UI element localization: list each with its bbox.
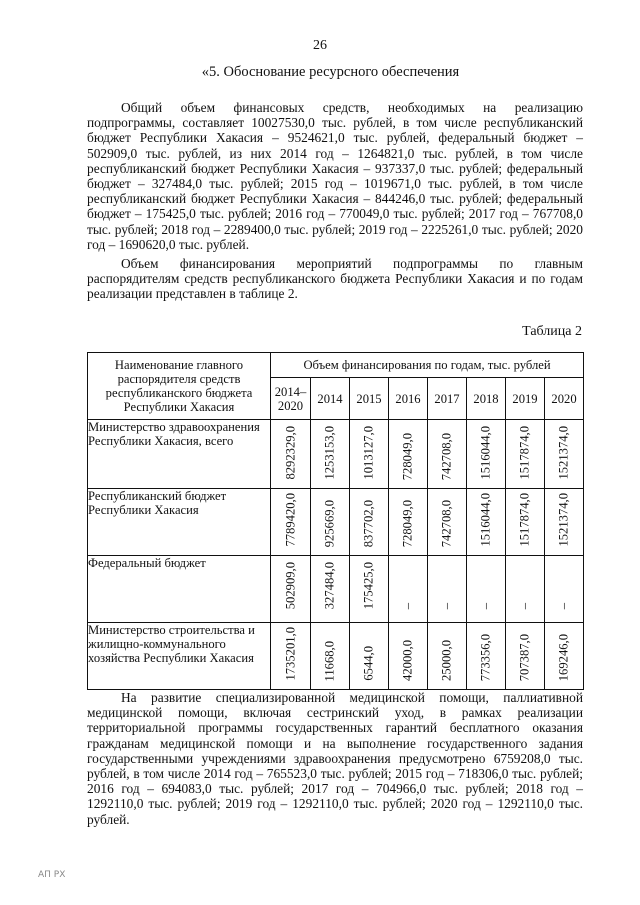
paragraph-total-funding: Общий объем финансовых средств, необходимых на реализацию подпрограммы, составляет 10027530,0 тыс. рублей, в том числе республиканский бюджет Республики Хакасия – 9524621,0 тыс. рублей, федеральный бюджет – 502909,0 тыс. рублей, из них 2014 год – 1264821,0 тыс. рублей, в том числе республиканский бюджет Республики Хакасия – 937337,0 тыс. рублей; федеральный бюджет – 327484,0 тыс. рублей; 2015 год – 1019671,0 тыс. рублей, в том числе республиканский бюджет Республики Хакасия – 844246,0 тыс. рублей; федеральный бюджет – 175425,0 тыс. рублей; 2016 год – 770049,0 тыс. рублей; 2017 год – 767708,0 тыс. рублей; 2018 год – 2289400,0 тыс. рублей; 2019 год – 2225261,0 тыс. рублей; 2020 год – 1690620,0 тыс. рублей. bbox=[87, 100, 583, 252]
year-header: 2015 bbox=[350, 378, 389, 420]
value-cell: – bbox=[545, 556, 584, 623]
year-header: 2019 bbox=[506, 378, 545, 420]
value-cell: – bbox=[428, 556, 467, 623]
value-cell: 1253153,0 bbox=[311, 420, 350, 489]
section-heading: «5. Обоснование ресурсного обеспечения bbox=[201, 64, 460, 80]
value-cell: 742708,0 bbox=[428, 420, 467, 489]
value-cell: 1517874,0 bbox=[506, 420, 545, 489]
value-cell: 6544,0 bbox=[350, 623, 389, 690]
value-cell: 837702,0 bbox=[350, 489, 389, 556]
value-cell: 25000,0 bbox=[428, 623, 467, 690]
value-cell: 169246,0 bbox=[545, 623, 584, 690]
value-cell: 1516044,0 bbox=[467, 489, 506, 556]
value-cell: 1517874,0 bbox=[506, 489, 545, 556]
year-header: 2017 bbox=[428, 378, 467, 420]
value-cell: – bbox=[467, 556, 506, 623]
table-header-group: Объем финансирования по годам, тыс. рублей bbox=[271, 353, 584, 378]
value-cell: 502909,0 bbox=[271, 556, 311, 623]
value-cell: 1013127,0 bbox=[350, 420, 389, 489]
table-header-name: Наименование главного распорядителя средств республиканского бюджета Республики Хакасия bbox=[88, 353, 271, 420]
value-cell: – bbox=[506, 556, 545, 623]
table-row bbox=[88, 489, 584, 556]
value-cell: 1521374,0 bbox=[545, 489, 584, 556]
year-header: 2020 bbox=[545, 378, 584, 420]
value-cell: 1516044,0 bbox=[467, 420, 506, 489]
table-row bbox=[88, 623, 584, 690]
value-cell: 707387,0 bbox=[506, 623, 545, 690]
row-name: Министерство строительства и жилищно-коммунального хозяйства Республики Хакасия bbox=[88, 623, 271, 690]
value-cell: 742708,0 bbox=[428, 489, 467, 556]
value-cell: 175425,0 bbox=[350, 556, 389, 623]
paragraph-table-intro: Объем финансирования мероприятий подпрограммы по главным распорядителям средств республиканского бюджета Республики Хакасия и по годам реализации представлен в таблице 2. bbox=[87, 256, 583, 302]
row-name: Республиканский бюджет Республики Хакасия bbox=[88, 489, 271, 556]
value-cell: – bbox=[389, 556, 428, 623]
value-cell: 1521374,0 bbox=[545, 420, 584, 489]
value-cell: 925669,0 bbox=[311, 489, 350, 556]
value-cell: 11668,0 bbox=[311, 623, 350, 690]
value-cell: 1735201,0 bbox=[271, 623, 311, 690]
value-cell: 42000,0 bbox=[389, 623, 428, 690]
footer-mark: АП РХ bbox=[38, 870, 66, 880]
page-number: 26 bbox=[313, 38, 327, 53]
value-cell: 728049,0 bbox=[389, 489, 428, 556]
table-row bbox=[88, 556, 584, 623]
year-header: 2014–2020 bbox=[271, 378, 311, 420]
value-cell: 728049,0 bbox=[389, 420, 428, 489]
value-cell: 8292329,0 bbox=[271, 420, 311, 489]
table-row bbox=[88, 420, 584, 489]
paragraph-medical-care: На развитие специализированной медицинской помощи, паллиативной медицинской помощи, включая сестринский уход, в рамках реализации территориальной программы государственных гарантий бесплатного оказания гражданам медицинской помощи и на выполнение государственного задания государственными учреждениями здравоохранения предусмотрено 6759208,0 тыс. рублей, в том числе 2014 год – 765523,0 тыс. рублей; 2015 год – 718306,0 тыс. рублей; 2016 год – 694083,0 тыс. рублей; 2017 год – 704966,0 тыс. рублей; 2018 год – 1292110,0 тыс. рублей; 2019 год – 1292110,0 тыс. рублей; 2020 год – 1292110,0 тыс. рублей. bbox=[87, 690, 583, 827]
year-header: 2014 bbox=[311, 378, 350, 420]
year-header: 2018 bbox=[467, 378, 506, 420]
value-cell: 773356,0 bbox=[467, 623, 506, 690]
year-header: 2016 bbox=[389, 378, 428, 420]
funding-table bbox=[87, 352, 584, 690]
table-caption: Таблица 2 bbox=[522, 324, 582, 339]
value-cell: 7789420,0 bbox=[271, 489, 311, 556]
row-name: Министерство здравоохранения Республики Хакасия, всего bbox=[88, 420, 271, 489]
row-name: Федеральный бюджет bbox=[88, 556, 271, 623]
value-cell: 327484,0 bbox=[311, 556, 350, 623]
